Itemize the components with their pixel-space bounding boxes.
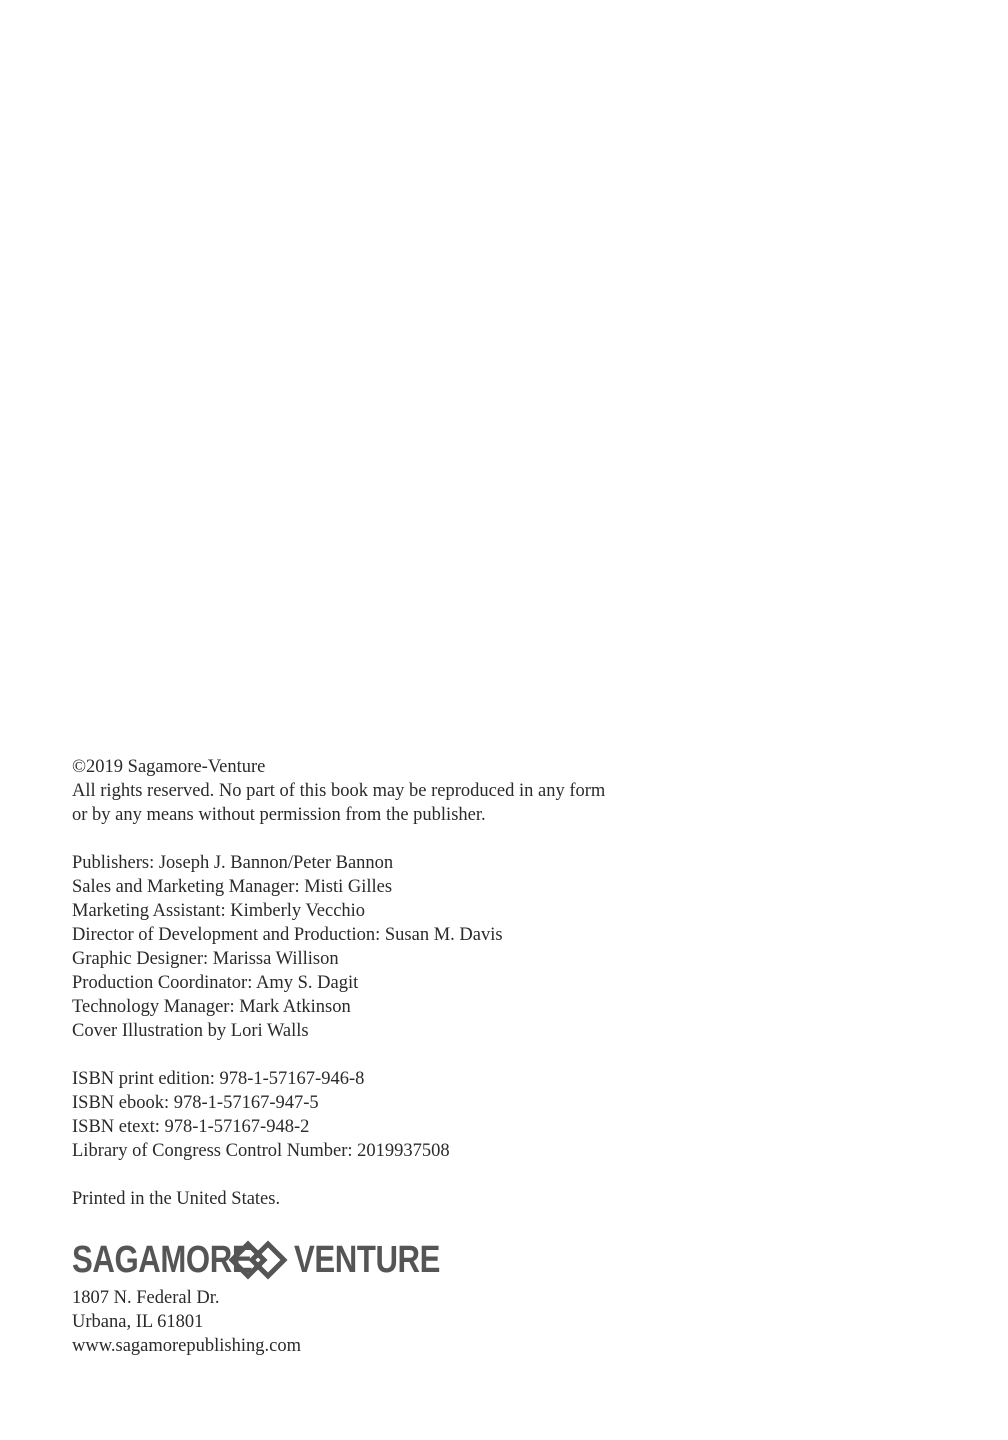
isbn-line: ISBN etext: 978-1-57167-948-2 (72, 1117, 310, 1137)
rights-line: All rights reserved. No part of this book may be reproduced in any form (72, 781, 606, 801)
credits-list (72, 851, 772, 1043)
printed-line: Printed in the United States. (72, 1189, 281, 1209)
printed-notice (72, 1187, 772, 1211)
isbn-info (72, 1067, 772, 1163)
isbn-line: ISBN ebook: 978-1-57167-947-5 (72, 1093, 319, 1113)
logo-word-venture: VENTURE (294, 1239, 441, 1281)
logo-word-sagamore: SAGAMORE (72, 1239, 253, 1281)
website-line: www.sagamorepublishing.com (72, 1336, 301, 1356)
city-line: Urbana, IL 61801 (72, 1312, 204, 1332)
credit-line: Sales and Marketing Manager: Misti Gilles (72, 877, 393, 897)
copyright-notice (72, 755, 772, 827)
lccn-line: Library of Congress Control Number: 2019937508 (72, 1141, 450, 1161)
isbn-line: ISBN print edition: 978-1-57167-946-8 (72, 1069, 365, 1089)
credit-line: Production Coordinator: Amy S. Dagit (72, 973, 359, 993)
credit-line: Publishers: Joseph J. Bannon/Peter Bannon (72, 853, 394, 873)
credit-line: Director of Development and Production: Susan M. Davis (72, 925, 503, 945)
street-line: 1807 N. Federal Dr. (72, 1288, 220, 1308)
credit-line: Technology Manager: Mark Atkinson (72, 997, 351, 1017)
credit-line: Marketing Assistant: Kimberly Vecchio (72, 901, 366, 921)
credit-line: Graphic Designer: Marissa Willison (72, 949, 339, 969)
credit-line: Cover Illustration by Lori Walls (72, 1021, 309, 1041)
copyright-page (72, 755, 772, 1358)
copyright-line: ©2019 Sagamore-Venture (72, 757, 266, 777)
publisher-address (72, 1286, 772, 1358)
rights-line: or by any means without permission from the publisher. (72, 805, 486, 825)
publisher-logo (72, 1238, 772, 1282)
